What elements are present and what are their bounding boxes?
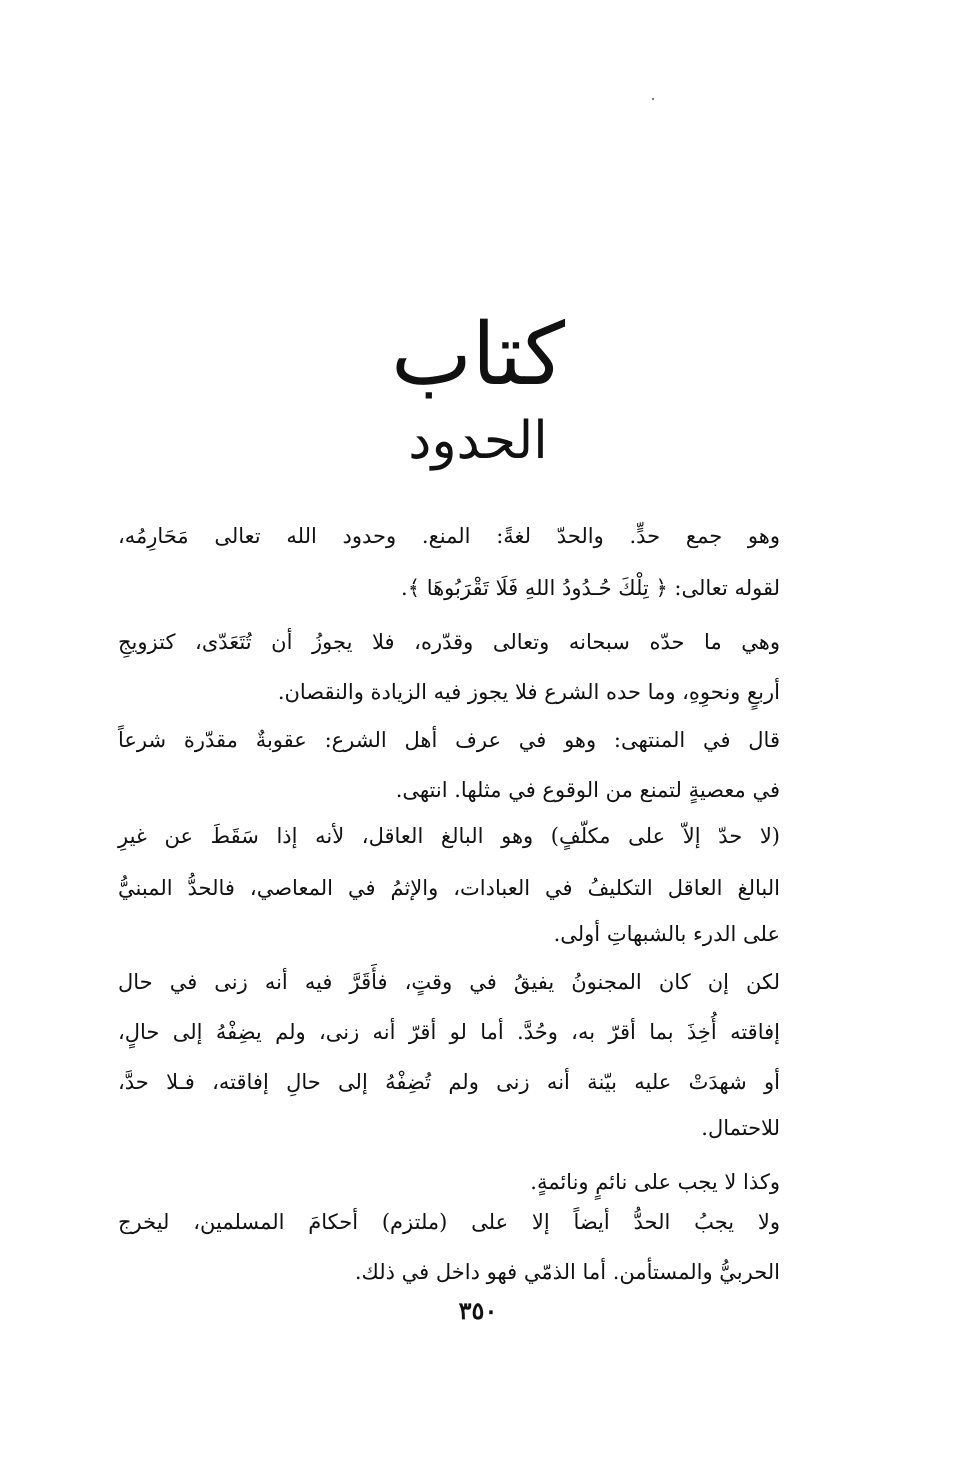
text-line: أو شهدَتْ عليه بيّنة أنه زنى ولم تُضِفْهُ إلى حالِ إفاقته، فـلا حدَّ، (118, 1070, 780, 1094)
ink-speck (652, 98, 654, 100)
text-line: البالغ العاقل التكليفُ في العبادات، والإثمُ في المعاصي، فالحدُّ المبنيُّ (118, 876, 780, 900)
text-line: لقوله تعالى: ﴿ تِلْكَ حُـدُودُ اللهِ فَلَا تَقْرَبُوهَا ﴾. (401, 576, 780, 600)
chapter-heading-title: الحدود (408, 411, 548, 471)
text-line: في معصيةٍ لتمنع من الوقوع في مثلها. انتهى. (395, 778, 780, 802)
text-line: وهي ما حدّه سبحانه وتعالى وقدّره، فلا يجوزُ أن تُتَعَدّى، كتزويجِ (118, 630, 780, 654)
text-line: قال في المنتهى: وهو في عرف أهل الشرع: عقوبةٌ مقدّرة شرعاً (118, 728, 780, 752)
text-line: للاحتمال. (701, 1116, 780, 1140)
text-line: (لا حدّ إلاّ على مكلّفٍ) وهو البالغ العاقل، لأنه إذا سَقَطَ عن غيرِ (118, 824, 780, 848)
text-line: على الدرء بالشبهاتِ أولى. (553, 922, 780, 946)
text-line: لكن إن كان المجنونُ يفيقُ في وقتٍ، فأَقَرَّ فيه أنه زنى في حال (118, 970, 780, 994)
text-line: إفاقته أُخِذَ بما أقرّ به، وحُدَّ. أما لو أقرّ أنه زنى، ولم يضِفْهُ إلى حالٍ، (118, 1020, 780, 1044)
text-line: الحربيُّ والمستأمن. أما الذمّي فهو داخل في ذلك. (354, 1260, 780, 1284)
text-line: وهو جمع حدٍّ. والحدّ لغةً: المنع. وحدود الله تعالى مَحَارِمُه، (118, 524, 780, 548)
text-line: ولا يجبُ الحدُّ أيضاً إلا على (ملتزم) أحكامَ المسلمين، ليخرج (118, 1210, 780, 1234)
chapter-heading (240, 300, 716, 476)
chapter-heading-book-word: كتاب (390, 305, 566, 405)
text-line: أربعٍ ونحوِهِ، وما حده الشرع فلا يجوز فيه الزيادة والنقصان. (277, 680, 780, 704)
page-number: ٣٥٠ (458, 1296, 498, 1325)
text-line: وكذا لا يجب على نائمٍ ونائمةٍ. (530, 1170, 780, 1194)
